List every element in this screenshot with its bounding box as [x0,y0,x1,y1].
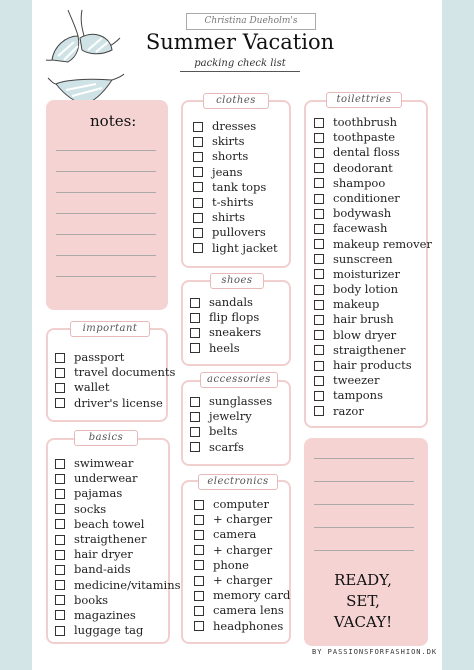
brand-label: Christina Dueholm's [186,13,316,30]
checkbox[interactable] [55,580,65,590]
checkbox[interactable] [314,239,324,249]
list-item[interactable]: wallet [55,380,175,395]
list-item[interactable]: t-shirts [193,195,278,210]
list-item[interactable]: shirts [193,210,278,225]
checkbox[interactable] [193,122,203,132]
list-item[interactable]: beach towel [55,517,181,532]
list-item[interactable]: tampons [314,388,432,403]
checkbox[interactable] [193,152,203,162]
list-item[interactable]: razor [314,404,432,419]
list-item[interactable]: pajamas [55,486,181,501]
list-item[interactable]: + charger [194,573,290,588]
important-list [55,350,175,411]
checkbox[interactable] [55,398,65,408]
list-item[interactable]: jewelry [190,409,272,424]
electronics-tag: electronics [198,474,278,490]
note-line [56,150,156,151]
bikini-icon [38,6,130,110]
notes-panel [46,100,168,310]
checkbox[interactable] [194,515,204,525]
list-item[interactable]: makeup [314,297,432,312]
toiletries-list [314,115,432,419]
list-item[interactable]: heels [190,341,261,356]
list-item[interactable]: headphones [194,619,290,634]
checkbox[interactable] [193,198,203,208]
checkbox[interactable] [314,330,324,340]
checkbox[interactable] [190,328,200,338]
list-item[interactable]: sandals [190,295,261,310]
note-line [56,276,156,277]
checkbox[interactable] [55,368,65,378]
list-item[interactable]: phone [194,558,290,573]
note-line [314,481,414,482]
note-line [314,527,414,528]
note-line [314,550,414,551]
checkbox[interactable] [314,315,324,325]
list-item[interactable]: camera [194,527,290,542]
list-item[interactable]: underwear [55,471,181,486]
checkbox[interactable] [314,269,324,279]
checkbox[interactable] [55,535,65,545]
notes-title: notes: [90,112,137,130]
list-item[interactable]: hair brush [314,312,432,327]
page-subtitle: packing check list [180,57,300,72]
checkbox[interactable] [190,343,200,353]
checkbox[interactable] [193,182,203,192]
checkbox[interactable] [314,254,324,264]
ready-text: READY, SET, VACAY! [333,571,393,631]
note-line [56,171,156,172]
list-item[interactable]: magazines [55,608,181,623]
checkbox[interactable] [314,300,324,310]
checkbox[interactable] [194,545,204,555]
list-item[interactable]: sunglasses [190,394,272,409]
list-item[interactable]: band-aids [55,562,181,577]
list-item[interactable]: shampoo [314,176,432,191]
list-item[interactable]: blow dryer [314,328,432,343]
checkbox[interactable] [314,361,324,371]
list-item[interactable]: hair dryer [55,547,181,562]
list-item[interactable]: jeans [193,165,278,180]
list-item[interactable]: flip flops [190,310,261,325]
checkbox[interactable] [55,595,65,605]
checkbox[interactable] [314,118,324,128]
clothes-tag: clothes [203,93,269,109]
shoes-tag: shoes [210,273,264,289]
checkbox[interactable] [193,167,203,177]
list-item[interactable]: straigthener [314,343,432,358]
checkbox[interactable] [194,530,204,540]
list-item[interactable]: shorts [193,149,278,164]
checkbox[interactable] [194,606,204,616]
list-item[interactable]: deodorant [314,161,432,176]
checkbox[interactable] [194,621,204,631]
checkbox[interactable] [314,285,324,295]
list-item[interactable]: travel documents [55,365,175,380]
electronics-list [194,497,290,634]
checkbox[interactable] [193,243,203,253]
list-item[interactable]: swimwear [55,456,181,471]
list-item[interactable]: straigthener [55,532,181,547]
checkbox[interactable] [190,313,200,323]
list-item[interactable]: dresses [193,119,278,134]
note-line [56,234,156,235]
list-item[interactable]: moisturizer [314,267,432,282]
important-tag: important [70,321,150,337]
checkbox[interactable] [55,610,65,620]
checkbox[interactable] [55,519,65,529]
checkbox[interactable] [55,383,65,393]
list-item[interactable]: hair products [314,358,432,373]
list-item[interactable]: computer [194,497,290,512]
checkbox[interactable] [190,442,200,452]
checkbox[interactable] [314,345,324,355]
list-item[interactable]: books [55,593,181,608]
checkbox[interactable] [194,500,204,510]
checkbox[interactable] [190,427,200,437]
checkbox[interactable] [190,298,200,308]
accessories-tag: accessories [200,372,278,388]
shoes-list [190,295,261,356]
list-item[interactable]: light jacket [193,241,278,256]
note-line [314,458,414,459]
checkbox[interactable] [193,228,203,238]
note-line [56,255,156,256]
checkbox[interactable] [314,391,324,401]
list-item[interactable]: + charger [194,543,290,558]
footer-credit: BY PASSIONSFORFASHION.DK [312,648,438,656]
checkbox[interactable] [55,626,65,636]
checkbox[interactable] [193,213,203,223]
checkbox[interactable] [314,163,324,173]
list-item[interactable]: camera lens [194,603,290,618]
note-line [56,213,156,214]
list-item[interactable]: passport [55,350,175,365]
list-item[interactable]: skirts [193,134,278,149]
list-item[interactable]: makeup remover [314,237,432,252]
clothes-list [193,119,278,256]
checkbox[interactable] [55,474,65,484]
checkbox[interactable] [314,209,324,219]
basics-tag: basics [74,430,138,446]
list-item[interactable]: toothbrush [314,115,432,130]
list-item[interactable]: body lotion [314,282,432,297]
checkbox[interactable] [55,565,65,575]
list-item[interactable]: driver's license [55,396,175,411]
list-item[interactable]: toothpaste [314,130,432,145]
list-item[interactable]: dental floss [314,145,432,160]
list-item[interactable]: scarfs [190,440,272,455]
list-item[interactable]: memory card [194,588,290,603]
accessories-list [190,394,272,455]
list-item[interactable]: conditioner [314,191,432,206]
list-item[interactable]: + charger [194,512,290,527]
page-title: Summer Vacation [145,30,335,54]
checkbox[interactable] [55,353,65,363]
list-item[interactable]: tweezer [314,373,432,388]
checkbox[interactable] [314,178,324,188]
checkbox[interactable] [314,376,324,386]
checkbox[interactable] [190,412,200,422]
checkbox[interactable] [314,224,324,234]
note-line [314,504,414,505]
checkbox[interactable] [55,504,65,514]
list-item[interactable]: tank tops [193,180,278,195]
note-line [56,192,156,193]
checkbox[interactable] [190,397,200,407]
checkbox[interactable] [193,137,203,147]
checkbox[interactable] [194,591,204,601]
list-item[interactable]: belts [190,424,272,439]
list-item[interactable]: sneakers [190,325,261,340]
checkbox[interactable] [314,148,324,158]
basics-list [55,456,181,638]
checkbox[interactable] [314,133,324,143]
toiletries-tag: toilettries [326,92,402,108]
checkbox[interactable] [55,489,65,499]
checkbox[interactable] [194,576,204,586]
checkbox[interactable] [194,560,204,570]
list-item[interactable]: pullovers [193,225,278,240]
checkbox[interactable] [55,459,65,469]
list-item[interactable]: medicine/vitamins [55,578,181,593]
checkbox[interactable] [314,194,324,204]
list-item[interactable]: sunscreen [314,252,432,267]
checkbox[interactable] [55,550,65,560]
checkbox[interactable] [314,406,324,416]
list-item[interactable]: bodywash [314,206,432,221]
list-item[interactable]: luggage tag [55,623,181,638]
list-item[interactable]: facewash [314,221,432,236]
list-item[interactable]: socks [55,502,181,517]
